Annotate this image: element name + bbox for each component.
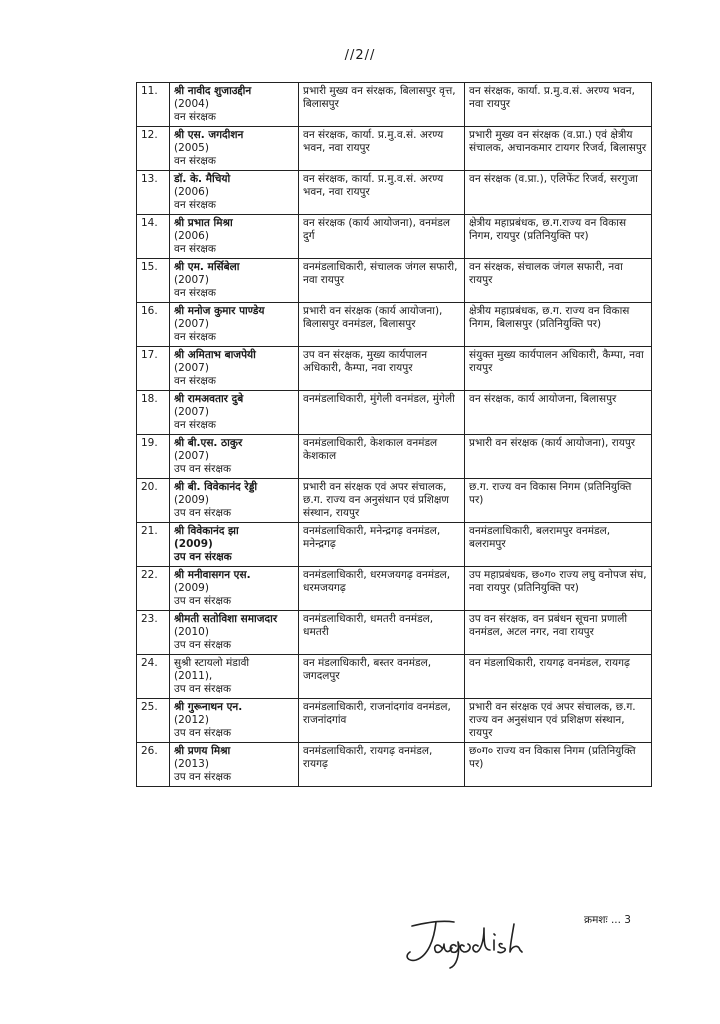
new-posting: छ.ग. राज्य वन विकास निगम (प्रतिनियुक्ति पर)	[465, 479, 652, 523]
officer-cell	[170, 127, 299, 171]
batch-year: (2007)	[174, 362, 209, 374]
officer-cell	[170, 743, 299, 787]
batch-year: (2010)	[174, 626, 209, 638]
table-row	[137, 699, 652, 743]
officer-designation: वन संरक्षक	[174, 375, 216, 387]
serial-number: 21.	[137, 523, 170, 567]
current-posting: वनमंडलाधिकारी, मनेन्द्रगढ़ वनमंडल, मनेन्द्रगढ़	[299, 523, 465, 567]
new-posting: उप महाप्रबंधक, छ०ग० राज्य लघु वनोपज संघ, नवा रायपुर (प्रतिनियुक्ति पर)	[465, 567, 652, 611]
serial-number: 15.	[137, 259, 170, 303]
table-row	[137, 391, 652, 435]
officer-designation: उप वन संरक्षक	[174, 595, 232, 607]
continuation-note: क्रमशः ... 3	[584, 914, 631, 926]
current-posting: वनमंडलाधिकारी, राजनांदगांव वनमंडल, राजनांदगांव	[299, 699, 465, 743]
table-row	[137, 523, 652, 567]
current-posting: वनमंडलाधिकारी, मुंगेली वनमंडल, मुंगेली	[299, 391, 465, 435]
officer-cell	[170, 435, 299, 479]
page-number: //2//	[344, 48, 376, 63]
officer-designation: उप वन संरक्षक	[174, 771, 232, 783]
batch-year: (2006)	[174, 186, 209, 198]
current-posting: वन संरक्षक, कार्या. प्र.मु.व.सं. अरण्य भवन, नवा रायपुर	[299, 171, 465, 215]
new-posting: प्रभारी वन संरक्षक (कार्य आयोजना), रायपुर	[465, 435, 652, 479]
current-posting: प्रभारी वन संरक्षक एवं अपर संचालक, छ.ग. राज्य वन अनुसंधान एवं प्रशिक्षण संस्थान, रायपुर	[299, 479, 465, 523]
officer-designation: वन संरक्षक	[174, 155, 216, 167]
batch-year: (2004)	[174, 98, 209, 110]
officer-name: श्रीमती सतोविशा समाजदार	[174, 613, 278, 625]
officer-name: श्री नावीद शुजाउद्दीन	[174, 85, 252, 97]
serial-number: 14.	[137, 215, 170, 259]
batch-year: (2009)	[174, 538, 213, 550]
officer-cell	[170, 171, 299, 215]
batch-year: (2007)	[174, 318, 209, 330]
officer-cell	[170, 391, 299, 435]
serial-number: 12.	[137, 127, 170, 171]
batch-year: (2007)	[174, 450, 209, 462]
officer-designation: उप वन संरक्षक	[174, 507, 232, 519]
current-posting: वनमंडलाधिकारी, केशकाल वनमंडल केशकाल	[299, 435, 465, 479]
current-posting: प्रभारी वन संरक्षक (कार्य आयोजना), बिलासपुर वनमंडल, बिलासपुर	[299, 303, 465, 347]
table-row	[137, 611, 652, 655]
officer-name: डॉ. के. मैचियो	[174, 173, 231, 185]
serial-number: 11.	[137, 83, 170, 127]
officer-name: श्री विवेकानंद झा	[174, 525, 239, 537]
serial-number: 18.	[137, 391, 170, 435]
serial-number: 20.	[137, 479, 170, 523]
officer-cell	[170, 347, 299, 391]
officer-name: श्री एस. जगदीशन	[174, 129, 244, 141]
officer-designation: वन संरक्षक	[174, 287, 216, 299]
batch-year: (2012)	[174, 714, 209, 726]
table-row	[137, 435, 652, 479]
officer-cell	[170, 611, 299, 655]
serial-number: 13.	[137, 171, 170, 215]
officer-name: सुश्री स्टायलो मंडावी	[174, 657, 250, 669]
batch-year: (2009)	[174, 582, 209, 594]
officer-cell	[170, 215, 299, 259]
signature-icon	[398, 916, 528, 972]
current-posting: प्रभारी मुख्य वन संरक्षक, बिलासपुर वृत्त, बिलासपुर	[299, 83, 465, 127]
officer-designation: वन संरक्षक	[174, 419, 216, 431]
current-posting: वन संरक्षक (कार्य आयोजना), वनमंडल दुर्ग	[299, 215, 465, 259]
new-posting: वनमंडलाधिकारी, बलरामपुर वनमंडल, बलरामपुर	[465, 523, 652, 567]
serial-number: 24.	[137, 655, 170, 699]
current-posting: वनमंडलाधिकारी, रायगढ़ वनमंडल, रायगढ़	[299, 743, 465, 787]
officer-cell	[170, 567, 299, 611]
new-posting: प्रभारी वन संरक्षक एवं अपर संचालक, छ.ग. राज्य वन अनुसंधान एवं प्रशिक्षण संस्थान, रायपुर	[465, 699, 652, 743]
new-posting: वन संरक्षक, संचालक जंगल सफारी, नवा रायपुर	[465, 259, 652, 303]
new-posting: वन संरक्षक, कार्य आयोजना, बिलासपुर	[465, 391, 652, 435]
officer-cell	[170, 479, 299, 523]
new-posting: क्षेत्रीय महाप्रबंधक, छ.ग. राज्य वन विकास निगम, बिलासपुर (प्रतिनियुक्ति पर)	[465, 303, 652, 347]
serial-number: 23.	[137, 611, 170, 655]
new-posting: उप वन संरक्षक, वन प्रबंधन सूचना प्रणाली वनमंडल, अटल नगर, नवा रायपुर	[465, 611, 652, 655]
table-row	[137, 479, 652, 523]
table-row	[137, 655, 652, 699]
batch-year: (2009)	[174, 494, 209, 506]
batch-year: (2005)	[174, 142, 209, 154]
officer-cell	[170, 83, 299, 127]
table-row	[137, 259, 652, 303]
current-posting: वन संरक्षक, कार्या. प्र.मु.व.सं. अरण्य भवन, नवा रायपुर	[299, 127, 465, 171]
table-row	[137, 83, 652, 127]
officer-name: श्री बी.एस. ठाकुर	[174, 437, 243, 449]
officer-designation: उप वन संरक्षक	[174, 551, 232, 563]
officer-name: श्री प्रणय मिश्रा	[174, 745, 231, 757]
current-posting: उप वन संरक्षक, मुख्य कार्यपालन अधिकारी, कैम्पा, नवा रायपुर	[299, 347, 465, 391]
batch-year: (2007)	[174, 406, 209, 418]
officer-cell	[170, 699, 299, 743]
officer-name: श्री रामअवतार दुबे	[174, 393, 244, 405]
table-row	[137, 127, 652, 171]
officer-designation: वन संरक्षक	[174, 331, 216, 343]
transfer-table	[136, 82, 652, 787]
table-row	[137, 171, 652, 215]
current-posting: वनमंडलाधिकारी, धरमजयगढ़ वनमंडल, धरमजयगढ़	[299, 567, 465, 611]
current-posting: वनमंडलाधिकारी, धमतरी वनमंडल, धमतरी	[299, 611, 465, 655]
new-posting: वन मंडलाधिकारी, रायगढ़ वनमंडल, रायगढ़	[465, 655, 652, 699]
officer-name: श्री प्रभात मिश्रा	[174, 217, 233, 229]
officer-designation: उप वन संरक्षक	[174, 727, 232, 739]
officer-cell	[170, 523, 299, 567]
table-row	[137, 743, 652, 787]
officer-name: श्री गुरूनाथन एन.	[174, 701, 243, 713]
new-posting: प्रभारी मुख्य वन संरक्षक (व.प्रा.) एवं क्षेत्रीय संचालक, अचानकमार टायगर रिजर्व, बिलासपुर	[465, 127, 652, 171]
officer-name: श्री मनोज कुमार पाण्डेय	[174, 305, 265, 317]
officer-cell	[170, 303, 299, 347]
serial-number: 25.	[137, 699, 170, 743]
serial-number: 22.	[137, 567, 170, 611]
new-posting: क्षेत्रीय महाप्रबंधक, छ.ग.राज्य वन विकास निगम, रायपुर (प्रतिनियुक्ति पर)	[465, 215, 652, 259]
current-posting: वनमंडलाधिकारी, संचालक जंगल सफारी, नवा रायपुर	[299, 259, 465, 303]
officer-name: श्री मनीवासगन एस.	[174, 569, 251, 581]
table-row	[137, 215, 652, 259]
serial-number: 19.	[137, 435, 170, 479]
officer-designation: वन संरक्षक	[174, 243, 216, 255]
new-posting: वन संरक्षक, कार्या. प्र.मु.व.सं. अरण्य भवन, नवा रायपुर	[465, 83, 652, 127]
officer-cell	[170, 259, 299, 303]
officer-cell	[170, 655, 299, 699]
officer-designation: वन संरक्षक	[174, 199, 216, 211]
officer-name: श्री बी. विवेकानंद रेड्डी	[174, 481, 258, 493]
current-posting: वन मंडलाधिकारी, बस्तर वनमंडल, जगदलपुर	[299, 655, 465, 699]
transfer-table-body	[137, 83, 652, 787]
batch-year: (2013)	[174, 758, 209, 770]
table-row	[137, 347, 652, 391]
officer-designation: उप वन संरक्षक	[174, 639, 232, 651]
officer-designation: उप वन संरक्षक	[174, 683, 232, 695]
officer-name: श्री एम. मर्सिबेला	[174, 261, 240, 273]
new-posting: संयुक्त मुख्य कार्यपालन अधिकारी, कैम्पा, नवा रायपुर	[465, 347, 652, 391]
serial-number: 16.	[137, 303, 170, 347]
table-row	[137, 303, 652, 347]
batch-year: (2007)	[174, 274, 209, 286]
batch-year: (2006)	[174, 230, 209, 242]
officer-name: श्री अमिताभ बाजपेयी	[174, 349, 256, 361]
serial-number: 26.	[137, 743, 170, 787]
serial-number: 17.	[137, 347, 170, 391]
officer-designation: उप वन संरक्षक	[174, 463, 232, 475]
batch-year: (2011),	[174, 670, 213, 682]
officer-designation: वन संरक्षक	[174, 111, 216, 123]
new-posting: वन संरक्षक (व.प्रा.), एलिफेंट रिजर्व, सरगुजा	[465, 171, 652, 215]
new-posting: छ०ग० राज्य वन विकास निगम (प्रतिनियुक्ति पर)	[465, 743, 652, 787]
table-row	[137, 567, 652, 611]
